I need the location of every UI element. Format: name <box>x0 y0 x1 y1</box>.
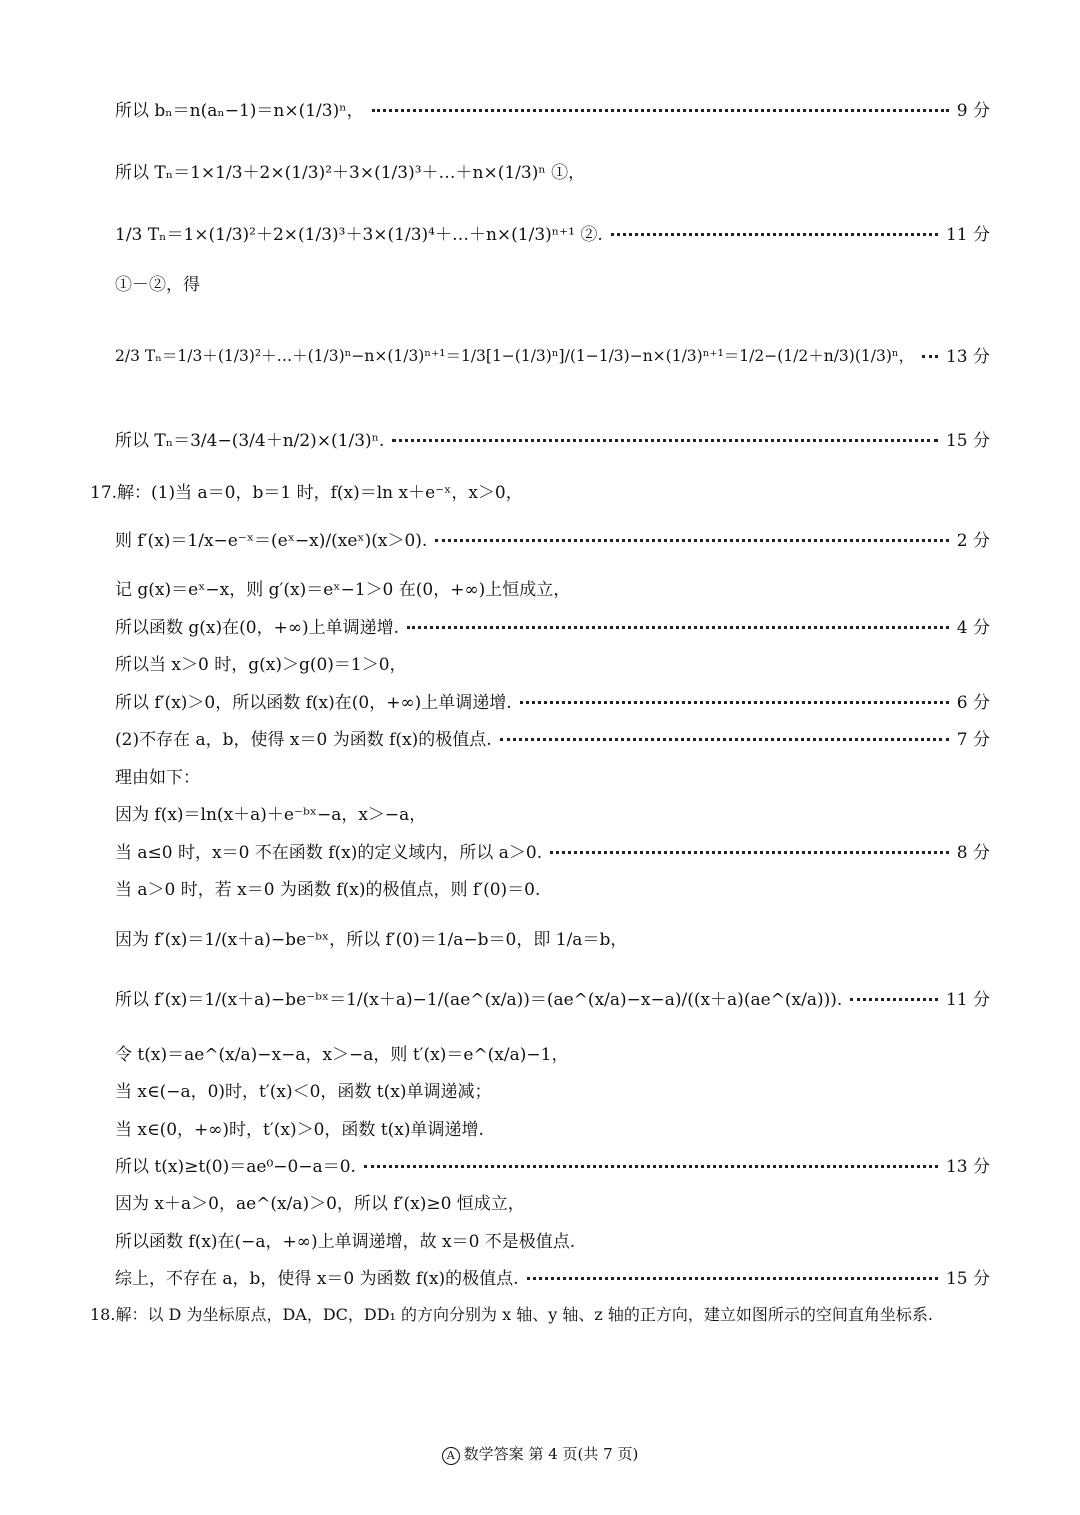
line-20 <box>115 1040 990 1065</box>
line-text: 因为 x＋a＞0，ae^(x/a)＞0，所以 f′(x)≥0 恒成立， <box>115 1194 525 1214</box>
line-text: 当 a＞0 时，若 x＝0 为函数 f(x)的极值点，则 f′(0)＝0. <box>115 880 541 900</box>
line-7 <box>90 478 990 503</box>
dot-leader <box>850 998 938 1001</box>
line-26 <box>115 1264 990 1289</box>
line-text: 因为 f′(x)＝1/(x＋a)−be⁻ᵇˣ，所以 f′(0)＝1/a−b＝0，即 1/a＝b， <box>115 930 628 950</box>
line-10 <box>115 613 990 638</box>
score-label: 15 分 <box>945 431 990 451</box>
line-text: 所以 f′(x)＞0，所以函数 f(x)在(0，+∞)上单调递增. <box>115 693 512 713</box>
line-text: 17.解：(1)当 a＝0，b＝1 时，f(x)＝ln x＋e⁻ˣ，x＞0， <box>90 483 523 503</box>
dot-leader <box>392 439 938 442</box>
line-3 <box>115 220 990 245</box>
line-text: 则 f′(x)＝1/x−e⁻ˣ＝(eˣ−x)/(xeˣ)(x＞0). <box>115 531 428 551</box>
score-label: 6 分 <box>956 693 990 713</box>
line-6 <box>115 426 990 451</box>
line-text: 当 x∈(−a，0)时，t′(x)＜0，函数 t(x)单调递减； <box>115 1082 492 1102</box>
dot-leader <box>372 109 949 112</box>
line-text: 所以 bₙ＝n(aₙ−1)＝n×(1/3)ⁿ， <box>115 101 364 121</box>
line-16 <box>115 838 990 863</box>
line-text: 1/3 Tₙ＝1×(1/3)²＋2×(1/3)³＋3×(1/3)⁴＋…＋n×(1/3)ⁿ⁺¹ ②. <box>115 225 603 245</box>
line-15 <box>115 800 990 825</box>
page-footer <box>0 1443 1080 1465</box>
line-9 <box>115 575 990 600</box>
line-12 <box>115 688 990 713</box>
line-text: 所以 Tₙ＝1×1/3＋2×(1/3)²＋3×(1/3)³＋…＋n×(1/3)ⁿ ①， <box>115 163 586 183</box>
line-text: 所以函数 g(x)在(0，+∞)上单调递增. <box>115 618 400 638</box>
score-label: 11 分 <box>945 990 990 1010</box>
dot-leader <box>500 738 949 741</box>
line-text: 令 t(x)＝ae^(x/a)−x−a，x＞−a，则 t′(x)＝e^(x/a)−1， <box>115 1045 569 1065</box>
line-11 <box>115 650 990 675</box>
version-mark: A <box>442 1447 460 1465</box>
dot-leader <box>550 851 949 854</box>
line-text: 所以 Tₙ＝3/4−(3/4＋n/2)×(1/3)ⁿ. <box>115 431 385 451</box>
line-text: 理由如下： <box>115 768 200 788</box>
line-27 <box>90 1302 990 1325</box>
score-label: 11 分 <box>945 225 990 245</box>
line-19 <box>115 985 990 1010</box>
line-text: 所以函数 f(x)在(−a，+∞)上单调递增，故 x＝0 不是极值点. <box>115 1232 576 1252</box>
line-18 <box>115 925 990 950</box>
score-label: 13 分 <box>945 1157 990 1177</box>
line-text: 记 g(x)＝eˣ−x，则 g′(x)＝eˣ−1＞0 在(0，+∞)上恒成立， <box>115 580 571 600</box>
score-label: 13 分 <box>945 347 990 367</box>
dot-leader <box>922 355 938 358</box>
line-13 <box>115 725 990 750</box>
line-2 <box>115 158 990 183</box>
score-label: 9 分 <box>956 101 990 121</box>
dot-leader <box>364 1165 938 1168</box>
line-text: 综上，不存在 a，b，使得 x＝0 为函数 f(x)的极值点. <box>115 1269 519 1289</box>
dot-leader <box>611 233 938 236</box>
line-8 <box>115 526 990 551</box>
line-1 <box>115 96 990 121</box>
line-14 <box>115 763 990 788</box>
dot-leader <box>527 1277 938 1280</box>
line-text: 18.解：以 D 为坐标原点，DA，DC，DD₁ 的方向分别为 x 轴、y 轴、z 轴的正方向，建立如图所示的空间直角坐标系. <box>90 1305 933 1324</box>
line-25 <box>115 1227 990 1252</box>
score-label: 15 分 <box>945 1269 990 1289</box>
line-text: 所以 f′(x)＝1/(x＋a)−be⁻ᵇˣ＝1/(x＋a)−1/(ae^(x/a))＝(ae^(x/a)−x−a)/((x＋a)(ae^(x/a))). <box>115 990 843 1010</box>
line-5 <box>115 342 990 367</box>
score-label: 4 分 <box>956 618 990 638</box>
dot-leader <box>407 626 949 629</box>
line-text: 当 x∈(0，+∞)时，t′(x)＞0，函数 t(x)单调递增. <box>115 1120 484 1140</box>
line-17 <box>115 875 990 900</box>
line-text: ①－②，得 <box>115 275 200 295</box>
score-label: 8 分 <box>956 843 990 863</box>
footer-text: 数学答案 第 4 页(共 7 页) <box>463 1445 639 1463</box>
line-24 <box>115 1189 990 1214</box>
score-label: 2 分 <box>956 531 990 551</box>
line-text: 2/3 Tₙ＝1/3＋(1/3)²＋…＋(1/3)ⁿ−n×(1/3)ⁿ⁺¹＝1/3[1−(1/3)ⁿ]/(1−1/3)−n×(1/3)ⁿ⁺¹＝1/2−(1/2＋n/3)(1/3)ⁿ， <box>115 346 915 365</box>
score-label: 7 分 <box>956 730 990 750</box>
dot-leader <box>435 539 948 542</box>
line-text: 所以当 x＞0 时，g(x)＞g(0)＝1＞0， <box>115 655 407 675</box>
line-21 <box>115 1077 990 1102</box>
line-23 <box>115 1152 990 1177</box>
dot-leader <box>520 701 949 704</box>
line-4 <box>115 270 990 295</box>
line-text: 因为 f(x)＝ln(x＋a)＋e⁻ᵇˣ−a，x＞−a， <box>115 805 427 825</box>
line-text: 当 a≤0 时，x＝0 不在函数 f(x)的定义域内，所以 a＞0. <box>115 843 543 863</box>
line-text: (2)不存在 a，b，使得 x＝0 为函数 f(x)的极值点. <box>115 730 492 750</box>
line-22 <box>115 1115 990 1140</box>
line-text: 所以 t(x)≥t(0)＝ae⁰−0−a＝0. <box>115 1157 356 1177</box>
